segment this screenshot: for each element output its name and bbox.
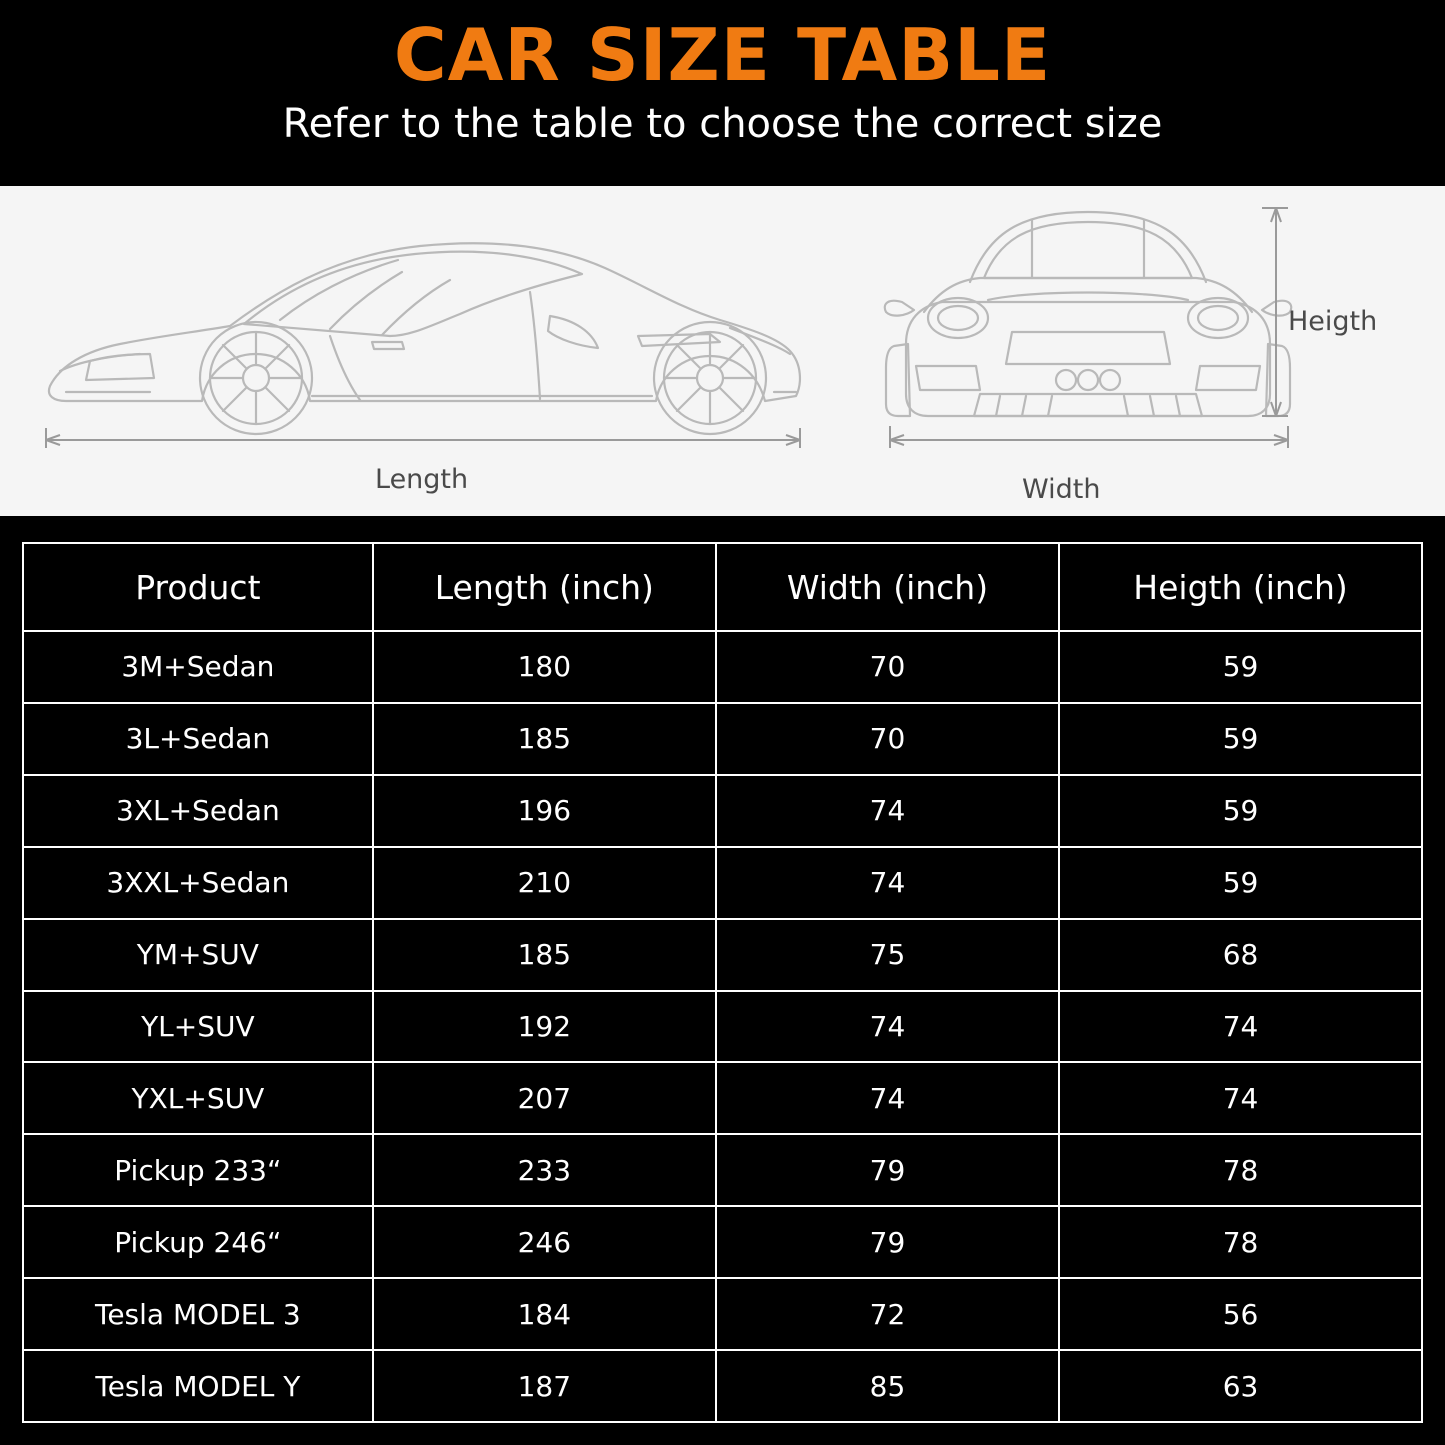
cell-product: Pickup 233“ <box>23 1134 373 1206</box>
cell-product: Tesla MODEL Y <box>23 1350 373 1422</box>
cell-height: 78 <box>1059 1206 1422 1278</box>
car-front-outline-icon <box>880 194 1300 494</box>
length-dimension-label: Length <box>375 464 469 495</box>
cell-product: 3L+Sedan <box>23 703 373 775</box>
table-row <box>23 919 1422 991</box>
cell-width: 75 <box>716 919 1059 991</box>
cell-length: 185 <box>373 703 716 775</box>
size-table-container <box>0 516 1445 1445</box>
column-header-product: Product <box>23 543 373 631</box>
cell-length: 246 <box>373 1206 716 1278</box>
page-title: CAR SIZE TABLE <box>393 13 1052 97</box>
cell-length: 180 <box>373 631 716 703</box>
column-header-width: Width (inch) <box>716 543 1059 631</box>
cell-width: 85 <box>716 1350 1059 1422</box>
cell-height: 78 <box>1059 1134 1422 1206</box>
page-subtitle: Refer to the table to choose the correct size <box>282 100 1163 147</box>
cell-length: 233 <box>373 1134 716 1206</box>
cell-product: YL+SUV <box>23 991 373 1063</box>
cell-width: 79 <box>716 1134 1059 1206</box>
table-row <box>23 1278 1422 1350</box>
cell-product: Pickup 246“ <box>23 1206 373 1278</box>
cell-length: 187 <box>373 1350 716 1422</box>
cell-product: Tesla MODEL 3 <box>23 1278 373 1350</box>
cell-height: 74 <box>1059 991 1422 1063</box>
height-dimension-label: Heigth <box>1288 306 1378 337</box>
size-table <box>22 542 1423 1423</box>
table-row <box>23 703 1422 775</box>
cell-width: 74 <box>716 991 1059 1063</box>
width-dimension-label: Width <box>1022 474 1101 505</box>
cell-height: 59 <box>1059 775 1422 847</box>
table-body <box>23 631 1422 1422</box>
cell-width: 74 <box>716 1062 1059 1134</box>
table-row <box>23 1134 1422 1206</box>
column-header-length: Length (inch) <box>373 543 716 631</box>
cell-height: 63 <box>1059 1350 1422 1422</box>
cell-width: 79 <box>716 1206 1059 1278</box>
cell-product: YXL+SUV <box>23 1062 373 1134</box>
cell-product: YM+SUV <box>23 919 373 991</box>
cell-product: 3XXL+Sedan <box>23 847 373 919</box>
cell-length: 210 <box>373 847 716 919</box>
cell-length: 196 <box>373 775 716 847</box>
cell-width: 70 <box>716 703 1059 775</box>
table-row <box>23 1350 1422 1422</box>
cell-height: 59 <box>1059 847 1422 919</box>
table-row <box>23 775 1422 847</box>
cell-length: 207 <box>373 1062 716 1134</box>
table-row <box>23 991 1422 1063</box>
cell-length: 185 <box>373 919 716 991</box>
cell-width: 72 <box>716 1278 1059 1350</box>
table-row <box>23 1062 1422 1134</box>
cell-product: 3XL+Sedan <box>23 775 373 847</box>
illustration-band <box>0 186 1445 516</box>
column-header-height: Heigth (inch) <box>1059 543 1422 631</box>
cell-width: 74 <box>716 775 1059 847</box>
cell-width: 70 <box>716 631 1059 703</box>
cell-length: 192 <box>373 991 716 1063</box>
header <box>0 0 1445 186</box>
table-header-row <box>23 543 1422 631</box>
cell-product: 3M+Sedan <box>23 631 373 703</box>
cell-height: 68 <box>1059 919 1422 991</box>
table-row <box>23 847 1422 919</box>
cell-height: 56 <box>1059 1278 1422 1350</box>
cell-height: 59 <box>1059 703 1422 775</box>
car-side-outline-icon <box>30 196 830 496</box>
table-row <box>23 631 1422 703</box>
cell-width: 74 <box>716 847 1059 919</box>
table-row <box>23 1206 1422 1278</box>
cell-length: 184 <box>373 1278 716 1350</box>
cell-height: 74 <box>1059 1062 1422 1134</box>
cell-height: 59 <box>1059 631 1422 703</box>
table-header <box>23 543 1422 631</box>
